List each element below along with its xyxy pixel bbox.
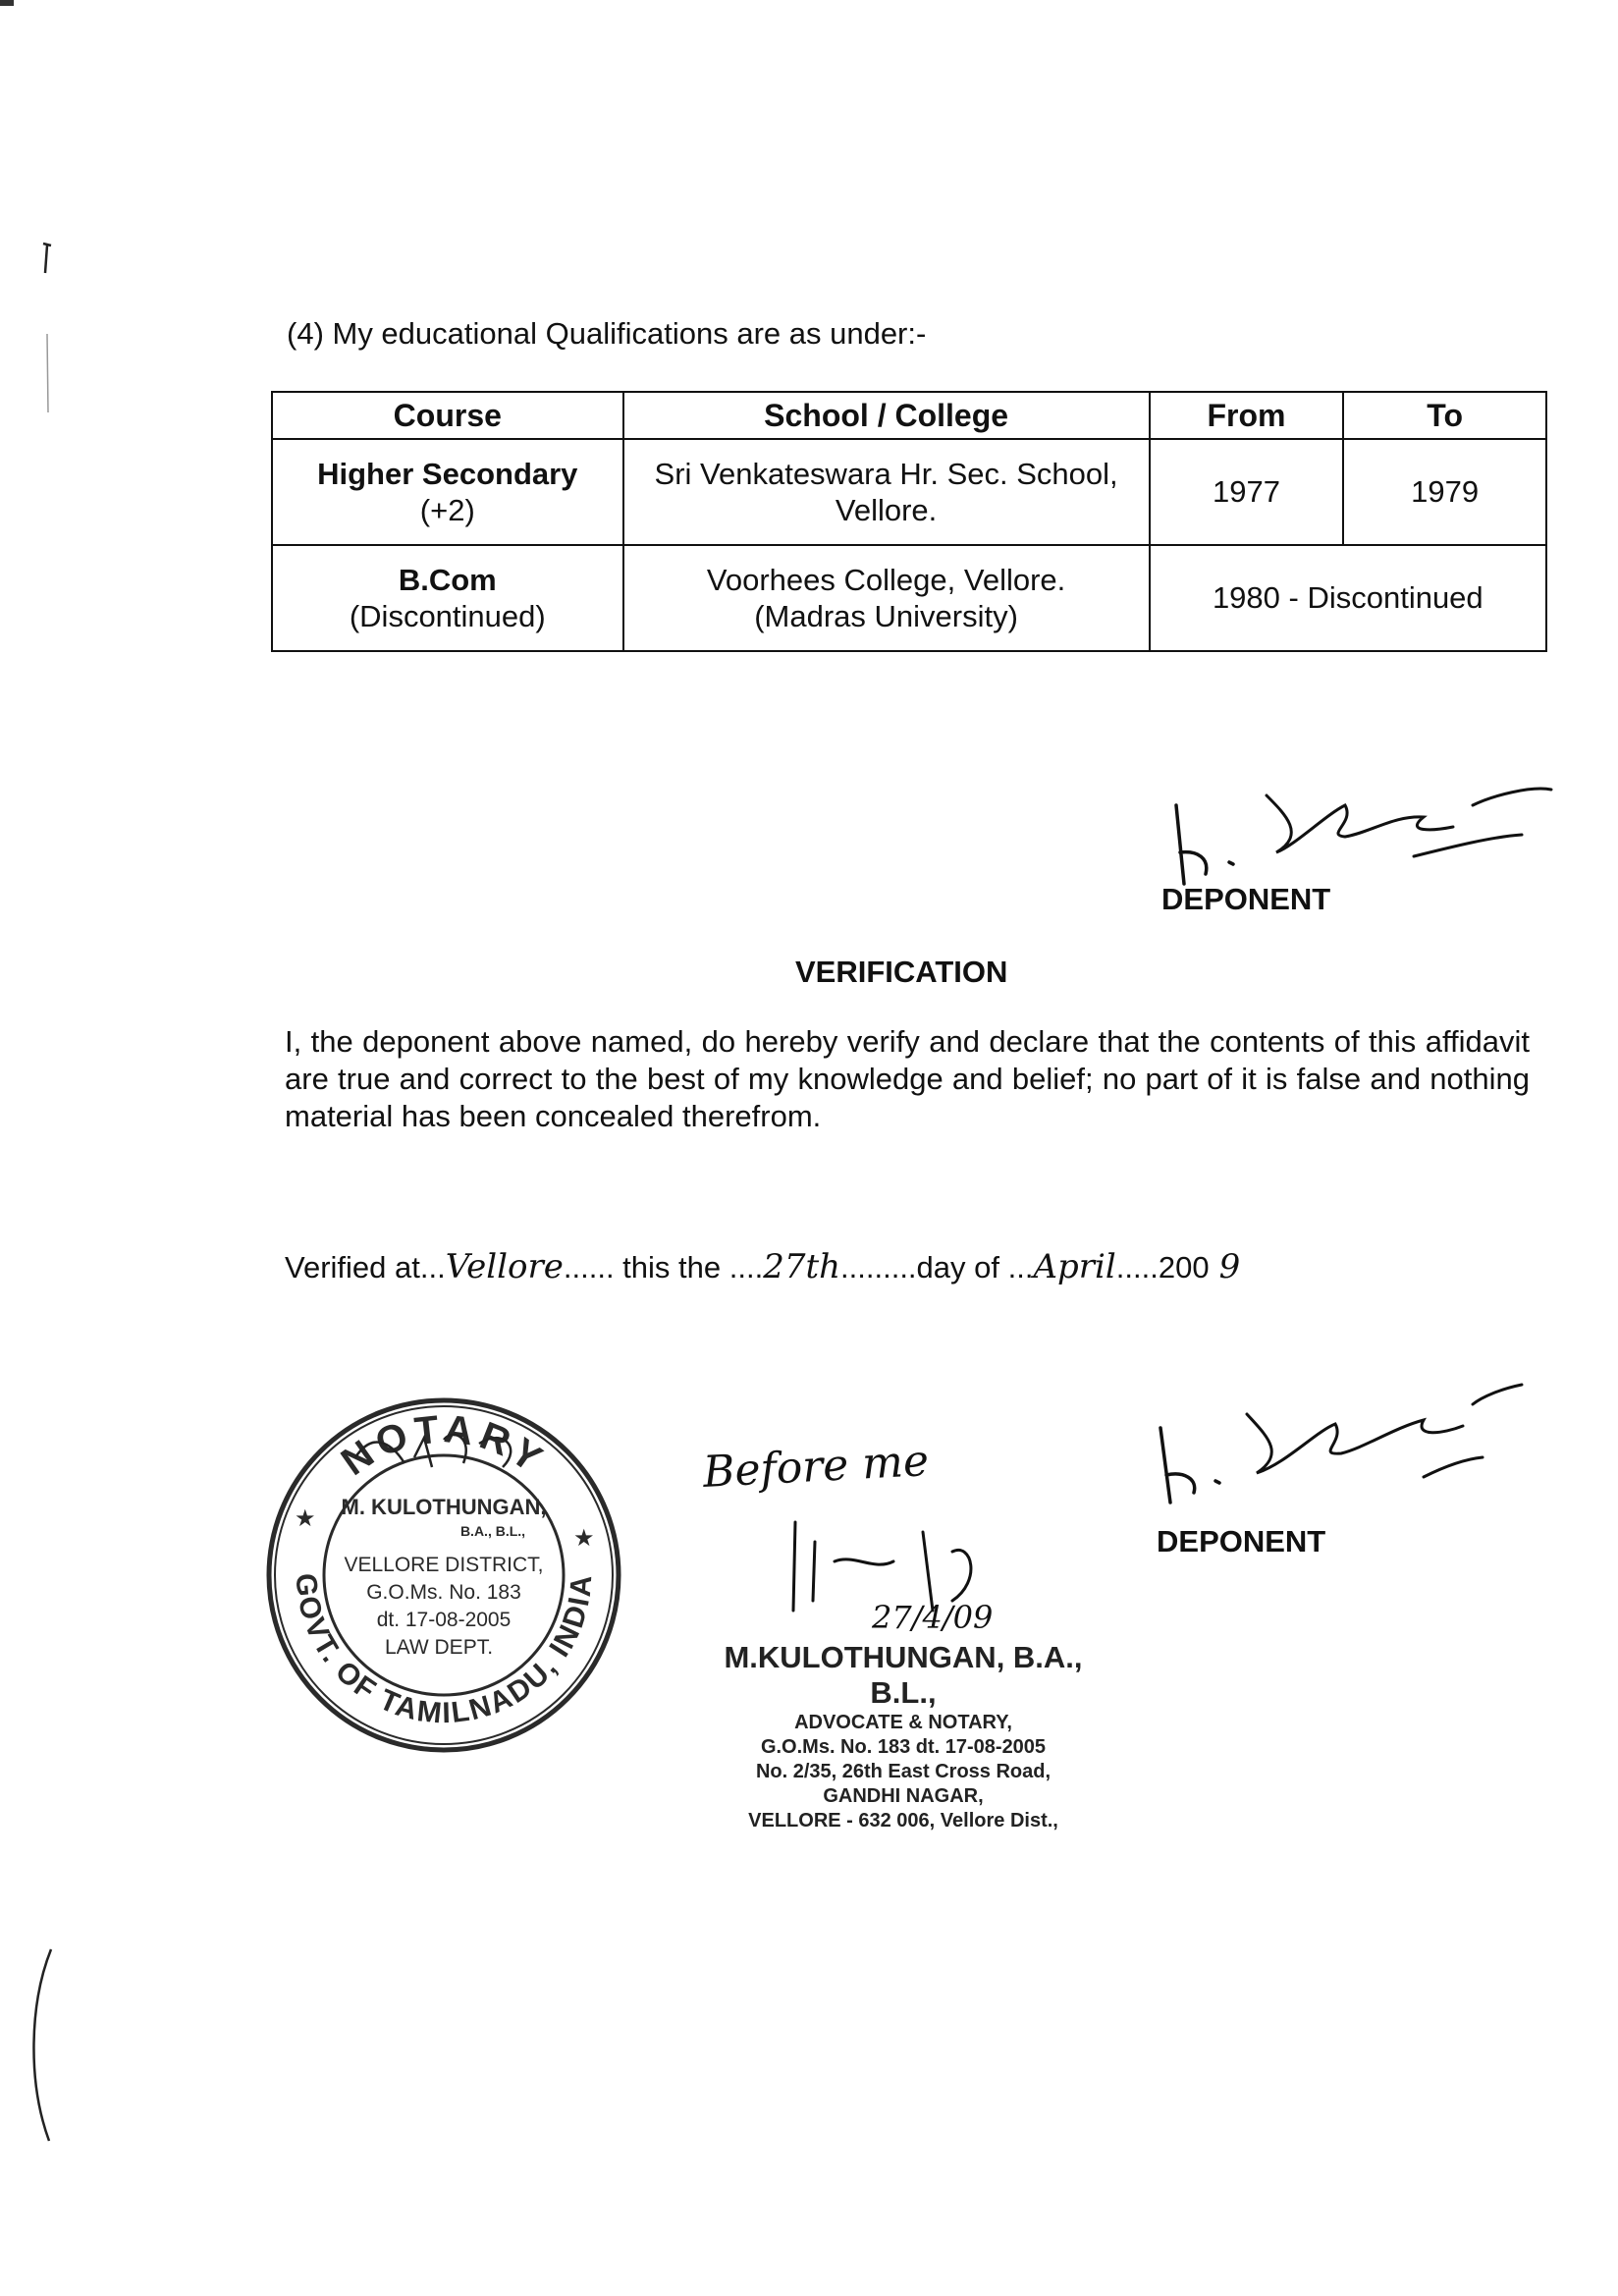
verification-paragraph: I, the deponent above named, do hereby verify and declare that the contents of this affidavit are true and correct to the best of my knowledge and belief; no part of it is false and nothing material has been concealed therefrom. xyxy=(285,1024,1530,1133)
stamp-name: M. KULOTHUNGAN, xyxy=(341,1495,547,1519)
verified-line: Verified at...Vellore...... this the ....27th.........day of ...April.....200 9 xyxy=(285,1247,1241,1286)
school-line-2: (Madras University) xyxy=(754,599,1018,633)
svg-text:★: ★ xyxy=(295,1505,316,1532)
scan-margin-marks xyxy=(0,0,79,2296)
verified-place: Vellore xyxy=(445,1247,564,1286)
education-table xyxy=(271,391,1547,652)
course-cell xyxy=(272,545,623,651)
day-of-label: day of xyxy=(916,1250,999,1285)
school-line-1: Sri Venkateswara Hr. Sec. School, xyxy=(654,456,1118,491)
verified-prefix: Verified at xyxy=(285,1250,420,1285)
verified-day: 27th xyxy=(763,1247,841,1286)
notary-seal-stamp xyxy=(257,1389,630,1762)
period-cell: 1980 - Discontinued xyxy=(1150,545,1546,651)
stamp-order: G.O.Ms. No. 183 xyxy=(366,1581,521,1604)
stamp-district: VELLORE DISTRICT, xyxy=(344,1554,544,1576)
notary-title: ADVOCATE & NOTARY, xyxy=(794,1712,1012,1733)
notary-name: M.KULOTHUNGAN, B.A., B.L., xyxy=(724,1640,1083,1710)
table-row xyxy=(272,545,1546,651)
notary-address-3: VELLORE - 632 006, Vellore Dist., xyxy=(748,1810,1058,1831)
table-row xyxy=(272,439,1546,545)
course-name: Higher Secondary xyxy=(317,456,578,491)
column-header-school: School / College xyxy=(623,392,1150,439)
school-line-1: Voorhees College, Vellore. xyxy=(706,562,1066,597)
from-cell: 1977 xyxy=(1150,439,1344,545)
column-header-from: From xyxy=(1150,392,1344,439)
to-cell: 1979 xyxy=(1343,439,1546,545)
table-header-row xyxy=(272,392,1546,439)
verified-month: April xyxy=(1033,1247,1116,1286)
educational-qualifications-intro: (4) My educational Qualifications are as under:- xyxy=(287,316,927,351)
school-cell xyxy=(623,439,1150,545)
school-line-2: Vellore. xyxy=(835,493,938,527)
year-suffix: 9 xyxy=(1218,1247,1241,1286)
year-prefix: 200 xyxy=(1158,1250,1210,1285)
notary-address-block xyxy=(687,1640,1119,1833)
school-cell xyxy=(623,545,1150,651)
deponent-label-1: DEPONENT xyxy=(1161,882,1331,916)
deponent-signature-2 xyxy=(1149,1369,1581,1506)
course-name: B.Com xyxy=(398,562,497,597)
course-note: (+2) xyxy=(419,493,475,527)
notary-order: G.O.Ms. No. 183 dt. 17-08-2005 xyxy=(760,1736,1047,1758)
column-header-to: To xyxy=(1343,392,1546,439)
this-the-label: this the xyxy=(622,1250,722,1285)
stamp-dated: dt. 17-08-2005 xyxy=(376,1609,512,1631)
handwritten-date: 27/4/09 xyxy=(872,1599,994,1636)
svg-text:★: ★ xyxy=(573,1525,595,1552)
course-cell xyxy=(272,439,623,545)
stamp-top-text: NOTARY xyxy=(333,1407,555,1485)
before-me-handwriting: Before me xyxy=(701,1436,931,1498)
deponent-label-2: DEPONENT xyxy=(1157,1524,1326,1558)
stamp-dept: LAW DEPT. xyxy=(384,1636,494,1659)
verification-heading: VERIFICATION xyxy=(795,955,1008,989)
course-note: (Discontinued) xyxy=(349,599,546,633)
stamp-bottom-text: GOVT. OF TAMILNADU, INDIA xyxy=(289,1572,599,1730)
column-header-course: Course xyxy=(272,392,623,439)
notary-address-1: No. 2/35, 26th East Cross Road, xyxy=(755,1761,1052,1782)
stamp-degree: B.A., B.L., xyxy=(459,1523,526,1539)
notary-address-2: GANDHI NAGAR, xyxy=(823,1785,984,1807)
